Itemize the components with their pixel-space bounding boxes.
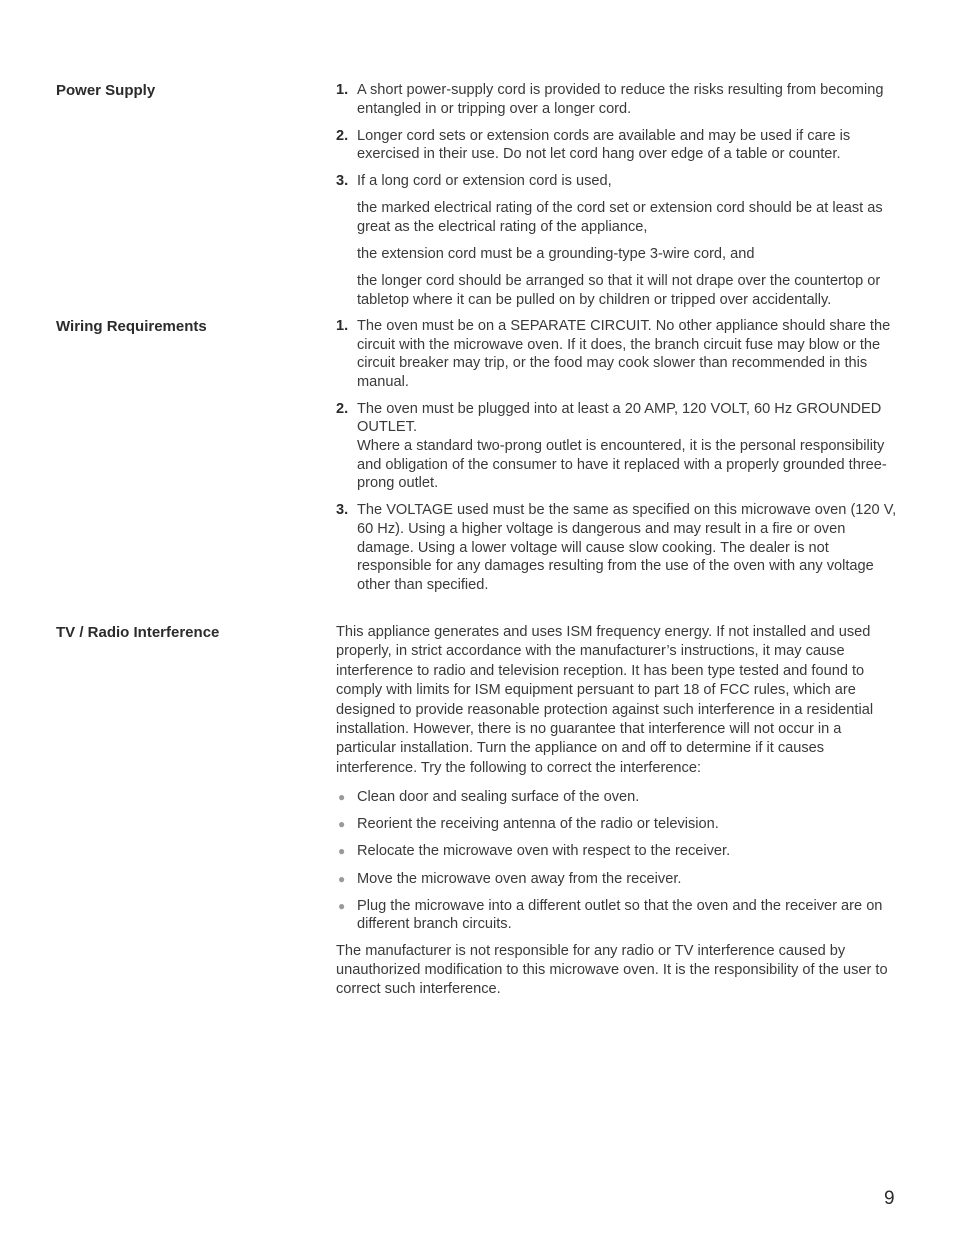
sub-paragraph: the marked electrical rating of the cord set or extension cord should be at least as great as the electrical rating of the appliance, [357,200,883,236]
item-text: The VOLTAGE used must be the same as specified on this microwave oven (120 V, 60 Hz). Using a higher voltage is dangerous and may result in a fire or oven damage. Using a lower voltage will cause slow cooking. The dealer is not responsible for any damages resulting from the use of the oven with any voltage other than specified. [357,502,897,593]
bullet-icon: ● [338,844,346,859]
numbered-item [336,400,902,493]
bullet-text: Move the microwave oven away from the receiver. [357,870,682,887]
item-text: If a long cord or extension cord is used, [357,173,612,190]
item-number: 1. [336,318,349,334]
item-text: Longer cord sets or extension cords are available and may be used if care is exercised in their use. Do not let cord hang over edge of a table or counter. [357,127,851,163]
closing-paragraph: The manufacturer is not responsible for any radio or TV interference caused by unauthorized modification to this microwave oven. It is the responsibility of the user to correct such interference. [336,943,888,997]
numbered-item [336,127,902,164]
sub-paragraph: the extension cord must be a grounding-type 3-wire cord, and [357,246,755,263]
numbered-item [336,501,902,594]
section-heading: TV / Radio Interference [56,624,220,641]
section-heading: Wiring Requirements [56,318,207,335]
bullet-icon: ● [338,817,346,832]
numbered-item [336,81,902,118]
bullet-icon: ● [338,898,346,913]
bullet-text: Reorient the receiving antenna of the radio or television. [357,816,719,833]
numbered-item [336,317,902,391]
section-heading: Power Supply [56,82,156,99]
wiring-requirements-content [336,317,902,603]
bullet-item [336,788,902,807]
item-number: 2. [336,127,349,144]
numbered-item [336,172,902,191]
bullet-text: Relocate the microwave oven with respect to the receiver. [357,843,731,860]
bullet-item [336,897,902,934]
bullet-item [336,815,902,834]
bullet-text: Clean door and sealing surface of the oven. [357,789,640,806]
item-text: The oven must be plugged into at least a 20 AMP, 120 VOLT, 60 Hz GROUNDED OUTLET. [357,400,882,436]
bullet-item [336,870,902,889]
bullet-icon: ● [338,871,346,886]
item-text: The oven must be on a SEPARATE CIRCUIT. No other appliance should share the circuit with the microwave oven. If it does, the branch circuit fuse may blow or the circuit breaker may trip, or the food may cook slower than recommended in this manual. [357,318,891,390]
item-number: 2. [336,400,349,417]
page-number: 9 [884,1188,895,1209]
bullet-item [336,842,902,861]
bullet-text: Plug the microwave into a different outlet so that the oven and the receiver are on different branch circuits. [357,897,883,933]
item-number: 3. [336,502,349,519]
item-text-continued: Where a standard two-prong outlet is encountered, it is the personal responsibility and obligation of the consumer to have it replaced with a properly grounded three-prong outlet. [357,438,887,492]
item-text: A short power-supply cord is provided to reduce the risks resulting from becoming entangled in or tripping over a longer cord. [357,82,884,117]
bullet-icon: ● [338,790,346,805]
tv-radio-interference-content [336,623,902,1008]
power-supply-content [336,81,902,318]
sub-paragraph: the longer cord should be arranged so that it will not drape over the countertop or tabletop where it can be pulled on by children or tripped over accidentally. [357,273,881,308]
item-number: 3. [336,173,349,190]
intro-paragraph: This appliance generates and uses ISM frequency energy. If not installed and used properly, in strict accordance with the manufacturer’s instructions, it may cause interference to radio and television reception. It has been type tested and found to comply with limits for ISM equipment persuant to part 18 of FCC rules, which are designed to provide reasonable protection against such interference in a residential installation. However, there is no guarantee that interference will not occur in a particular installation. Turn the appliance on and off to determine if it causes interference. Try the following to correct the interference: [336,624,874,776]
item-number: 1. [336,82,349,98]
